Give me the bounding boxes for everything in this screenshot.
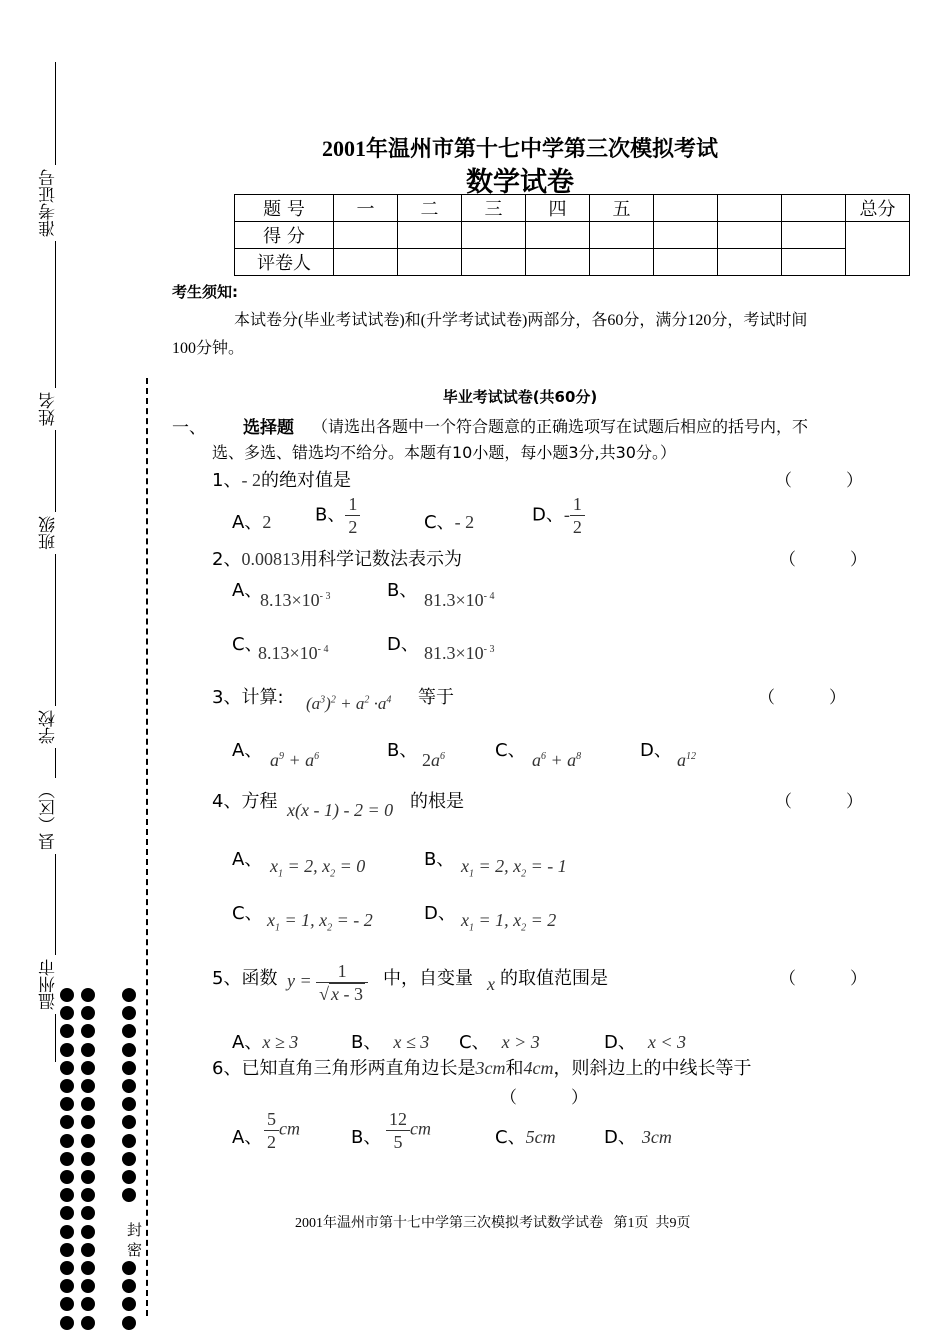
q6-option-b-value: $\frac{12}{5}$ cm: [386, 1108, 431, 1153]
label-city: 温州市: [36, 955, 61, 1014]
q4-text: 的根是: [410, 791, 464, 812]
answer-bracket[interactable]: （ ）: [775, 792, 864, 812]
option-label: A、: [232, 849, 263, 870]
seal-dot: [81, 988, 95, 1002]
seal-dot: [60, 1297, 74, 1311]
score-header-cell: [782, 195, 846, 222]
score-cell[interactable]: [590, 222, 654, 249]
score-header-total: 总分: [846, 195, 910, 222]
seal-dot: [81, 1206, 95, 1220]
option-value: 81.3×10: [424, 590, 484, 610]
score-table: [234, 194, 910, 276]
q4-expression: x(x - 1) - 2 = 0: [287, 800, 394, 820]
q5-text: 的取值范围是: [500, 968, 608, 989]
exponent: - 4: [483, 591, 495, 602]
score-cell[interactable]: [334, 222, 398, 249]
seal-dot: [81, 1097, 95, 1111]
q5-option-d[interactable]: [604, 1028, 686, 1054]
seal-dot: [81, 1152, 95, 1166]
seal-dot: [60, 1097, 74, 1111]
exponent: - 3: [483, 644, 495, 655]
q3-option-c-value: $a^6 + a^8$: [532, 750, 582, 770]
option-label: B、: [387, 580, 418, 601]
seal-dot: [60, 1188, 74, 1202]
q5-option-c[interactable]: [459, 1028, 540, 1054]
q6-option-d[interactable]: [604, 1123, 672, 1149]
label-county: 县（区）: [36, 778, 61, 854]
seal-dot: [122, 1261, 136, 1275]
seal-dot: [81, 1261, 95, 1275]
q5-option-a[interactable]: [232, 1028, 298, 1054]
option-label: C、: [495, 1127, 526, 1148]
option-value: x > 3: [501, 1032, 540, 1052]
page-footer: 2001年温州市第十七中学第三次模拟考试数学试卷 第1页 共9页: [295, 1216, 691, 1231]
option-value: 8.13×10: [260, 590, 320, 610]
q2-option-d[interactable]: [387, 630, 419, 656]
seal-dot: [60, 1079, 74, 1093]
q6-text: ，则斜边上的中线长等于: [553, 1058, 752, 1079]
section-title: 毕业考试试卷(共60分): [442, 388, 598, 406]
notice-line-1: 本试卷分(毕业考试试卷)和(升学考试试卷)两部分，各60分，满分120分，考试时间: [234, 312, 808, 329]
q5-option-b[interactable]: [351, 1028, 429, 1054]
seal-dot: [81, 1024, 95, 1038]
seal-dot: [122, 1316, 136, 1330]
score-cell[interactable]: [526, 222, 590, 249]
option-value: 2: [262, 512, 272, 532]
seal-dot: [60, 1024, 74, 1038]
score-header-cell: [718, 195, 782, 222]
option-label: A、: [232, 580, 263, 601]
seal-dot: [81, 1043, 95, 1057]
q4-option-a-value: $x_1 = 2$, $x_2 = 0$: [270, 856, 366, 880]
fraction-denominator: 2: [348, 517, 358, 537]
grader-cell[interactable]: [782, 249, 846, 276]
seal-dot: [122, 1279, 136, 1293]
score-cell[interactable]: [718, 222, 782, 249]
option-label: A、: [232, 1127, 263, 1148]
seal-dot: [81, 1170, 95, 1184]
q3-option-a-value: $a^9 + a^6$: [270, 750, 320, 770]
q1-option-b[interactable]: [315, 493, 360, 538]
exponent: - 3: [319, 591, 331, 602]
seal-dot: [81, 1006, 95, 1020]
score-header-cell: 题 号: [235, 195, 334, 222]
seal-dot: [81, 1243, 95, 1257]
seal-dot: [81, 1134, 95, 1148]
q5-function: y = $\frac{1}{√ x - 3}$: [287, 960, 368, 1005]
question-6: [212, 1054, 751, 1080]
question-1: [212, 466, 351, 492]
seal-dot: [60, 1134, 74, 1148]
section-number: 一、: [172, 418, 206, 438]
q4-option-c[interactable]: [232, 899, 263, 925]
q4-option-d-value: $x_1 = 1$, $x_2 = 2$: [461, 910, 557, 934]
seal-dot: [60, 1316, 74, 1330]
score-header-cell: 二: [398, 195, 462, 222]
seal-dot: [60, 1261, 74, 1275]
q2-prefix: 2、: [212, 549, 242, 570]
option-label: A、: [232, 740, 263, 761]
q3-option-b[interactable]: [387, 736, 417, 762]
q1-text: 的绝对值是: [260, 470, 351, 491]
grader-cell[interactable]: [590, 249, 654, 276]
option-label: C、: [232, 903, 263, 924]
fraction-numerator: 1: [570, 493, 585, 516]
answer-bracket[interactable]: （ ）: [758, 688, 847, 708]
option-label: D、: [424, 903, 456, 924]
seal-dot: [122, 1134, 136, 1148]
option-value: 5cm: [525, 1127, 556, 1147]
fraction-denominator: 2: [572, 517, 582, 537]
option-label: C、: [232, 634, 263, 655]
total-score-cell[interactable]: [846, 222, 910, 276]
option-label: C、: [459, 1032, 490, 1053]
q2-option-d-value: [424, 643, 495, 664]
seal-dot: [122, 1061, 136, 1075]
q6-option-a[interactable]: [232, 1123, 262, 1149]
option-value: x ≤ 3: [393, 1032, 430, 1052]
label-class: 班级: [36, 512, 61, 554]
q2-expr: 0.00813: [241, 549, 300, 569]
score-header-cell: 三: [462, 195, 526, 222]
seal-dot: [60, 1279, 74, 1293]
option-label: A、: [232, 1032, 263, 1053]
option-label: D、: [604, 1032, 636, 1053]
grader-cell[interactable]: [526, 249, 590, 276]
option-label: D、: [532, 504, 564, 526]
seal-dot: [122, 988, 136, 1002]
score-cell[interactable]: [654, 222, 718, 249]
q1-expr: - 2: [241, 470, 261, 490]
seal-dot: [60, 1152, 74, 1166]
q3-option-c[interactable]: [495, 736, 526, 762]
q3-option-a[interactable]: [232, 736, 262, 762]
option-value: x < 3: [647, 1032, 687, 1052]
q3-text: 等于: [418, 687, 454, 708]
seal-dot: [60, 1243, 74, 1257]
seal-dot: [122, 1006, 136, 1020]
score-header-cell: 五: [590, 195, 654, 222]
grader-cell[interactable]: [334, 249, 398, 276]
q3-option-b-value: $2a^6$: [422, 750, 445, 770]
q6-length-1: 3cm: [475, 1058, 506, 1078]
q4-option-a[interactable]: [232, 845, 262, 871]
seal-dashed-line: [146, 378, 148, 1316]
score-cell[interactable]: [462, 222, 526, 249]
score-header-cell: 四: [526, 195, 590, 222]
q4-option-d[interactable]: [424, 899, 456, 925]
q4-option-b[interactable]: [424, 845, 454, 871]
q6-option-c[interactable]: [495, 1123, 556, 1149]
q5-prefix: 5、函数: [212, 968, 278, 989]
q2-text: 用科学记数法表示为: [299, 549, 462, 570]
score-table-row: [235, 195, 910, 222]
q3-option-d[interactable]: [640, 736, 672, 762]
score-header-cell: [654, 195, 718, 222]
section-desc-2: 选、多选、错选均不给分。本题有10小题，每小题3分,共30分。）: [212, 443, 676, 462]
q2-option-b[interactable]: [387, 576, 417, 602]
q6-length-2: 4cm: [523, 1058, 554, 1078]
score-cell[interactable]: [782, 222, 846, 249]
q4-prefix: 4、方程: [212, 791, 278, 812]
seal-dot: [81, 1297, 95, 1311]
seal-dot: [122, 1115, 136, 1129]
seal-dot: [60, 1006, 74, 1020]
seal-dot: [60, 1206, 74, 1220]
q5-variable: x: [487, 974, 495, 994]
seal-dot: [81, 1188, 95, 1202]
seal-dot: [122, 1297, 136, 1311]
grader-cell[interactable]: [718, 249, 782, 276]
grader-cell[interactable]: [462, 249, 526, 276]
option-label: B、: [351, 1032, 382, 1053]
option-value: - 2: [454, 512, 475, 532]
score-table-row: [235, 222, 910, 249]
option-value: 3cm: [641, 1127, 672, 1147]
option-label: B、: [315, 504, 346, 526]
q1-option-a[interactable]: [232, 508, 271, 534]
score-row-label: 得 分: [235, 222, 334, 249]
option-label: D、: [387, 634, 419, 655]
q2-option-a[interactable]: [232, 576, 262, 602]
q6-option-b[interactable]: [351, 1123, 381, 1149]
seal-dot: [122, 1170, 136, 1184]
q4-option-b-value: $x_1 = 2$, $x_2$ = - 1: [461, 856, 567, 880]
q3-expression: $(a^3)^2 + a^2 \cdot a^4$: [306, 694, 392, 713]
q4-option-c-value: $x_1 = 1$, $x_2$ = - 2: [267, 910, 373, 934]
seal-dot: [60, 1043, 74, 1057]
score-header-cell: 一: [334, 195, 398, 222]
q1-option-c[interactable]: [424, 508, 474, 534]
option-label: B、: [387, 740, 418, 761]
label-school: 学校: [36, 706, 61, 748]
answer-bracket[interactable]: （ ）: [779, 969, 868, 989]
seal-dot: [122, 1097, 136, 1111]
q3-option-d-value: $a^{12}$: [677, 750, 696, 770]
question-2: [212, 545, 462, 571]
q6-and: 和: [505, 1058, 524, 1079]
q2-option-b-value: [424, 590, 495, 611]
option-label: C、: [424, 512, 455, 533]
exam-title: 2001年温州市第十七中学第三次模拟考试: [321, 136, 718, 161]
q5-mid: 中，自变量: [383, 968, 473, 989]
q6-option-a-value: $\frac{5}{2}$ cm: [264, 1108, 300, 1153]
option-label: D、: [640, 740, 672, 761]
score-row-label: 评卷人: [235, 249, 334, 276]
seal-label: 封 密: [125, 1222, 143, 1257]
option-value: x ≥ 3: [262, 1032, 299, 1052]
exponent: - 4: [317, 644, 329, 655]
seal-dot: [81, 1061, 95, 1075]
label-name: 姓名: [36, 388, 61, 430]
option-label: C、: [495, 740, 526, 761]
seal-dot: [60, 1225, 74, 1239]
option-value: 81.3×10: [424, 643, 484, 663]
q2-option-c-value: [258, 643, 329, 664]
section-desc-1: （请选出各题中一个符合题意的正确选项写在试题后相应的括号内，不: [312, 417, 809, 436]
section-name: 选择题: [243, 418, 294, 438]
seal-dot: [60, 1170, 74, 1184]
q1-option-d[interactable]: [532, 493, 585, 538]
seal-dot: [122, 1188, 136, 1202]
exam-subtitle: 数学试卷: [466, 167, 574, 198]
seal-dot: [60, 988, 74, 1002]
notice-heading: 考生须知:: [172, 283, 238, 301]
label-exam-number: 准考证号: [36, 165, 61, 241]
option-label: B、: [424, 849, 455, 870]
option-label: B、: [351, 1127, 382, 1148]
q3-prefix: 3、计算:: [212, 687, 284, 708]
grader-cell[interactable]: [398, 249, 462, 276]
q2-option-a-value: [260, 590, 331, 611]
seal-dot: [122, 1024, 136, 1038]
seal-dot: [81, 1079, 95, 1093]
answer-bracket[interactable]: （ ）: [775, 471, 864, 491]
score-cell[interactable]: [398, 222, 462, 249]
option-value: 8.13×10: [258, 643, 318, 663]
seal-dot: [60, 1115, 74, 1129]
answer-bracket[interactable]: （ ）: [779, 550, 868, 570]
q6-prefix: 6、已知直角三角形两直角边长是: [212, 1058, 476, 1079]
notice-line-2: 100分钟。: [172, 340, 245, 357]
option-label: D、: [604, 1127, 636, 1148]
q1-prefix: 1、: [212, 470, 242, 491]
minus-sign: -: [563, 504, 570, 525]
seal-dot: [122, 1079, 136, 1093]
seal-dot: [122, 1152, 136, 1166]
seal-dot: [81, 1225, 95, 1239]
answer-bracket[interactable]: （ ）: [500, 1088, 589, 1108]
seal-dot: [60, 1061, 74, 1075]
seal-dot: [122, 1043, 136, 1057]
fraction-numerator: 1: [345, 493, 360, 516]
seal-dot: [81, 1279, 95, 1293]
seal-dot: [81, 1316, 95, 1330]
grader-cell[interactable]: [654, 249, 718, 276]
seal-dot: [81, 1115, 95, 1129]
score-table-row: [235, 249, 910, 276]
option-label: A、: [232, 512, 263, 533]
